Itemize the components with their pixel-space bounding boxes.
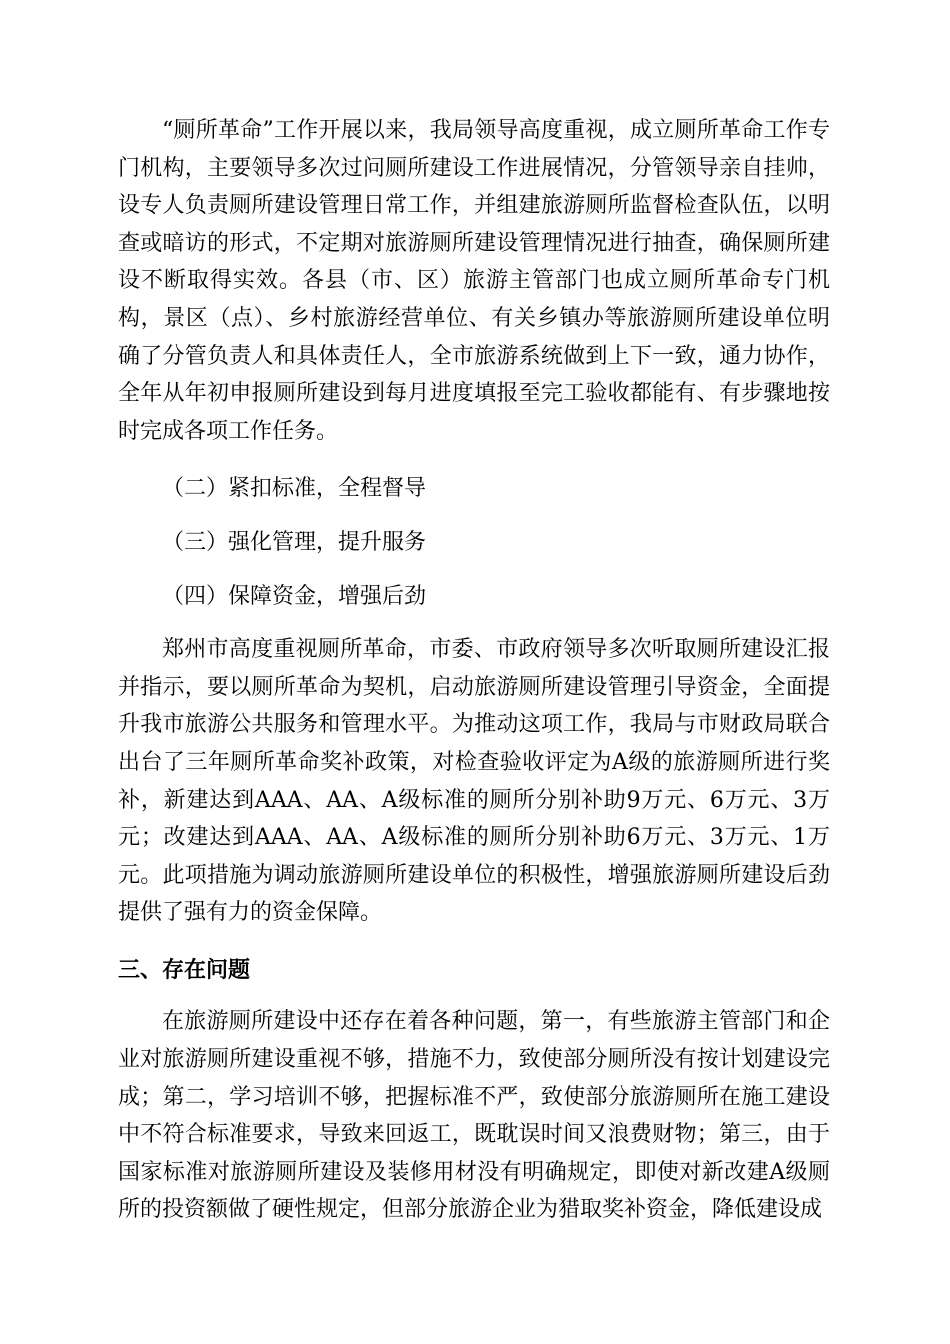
paragraph-existing-problems: 在旅游厕所建设中还存在着各种问题，第一，有些旅游主管部门和企业对旅游厕所建设重视不够，措施不力，致使部分厕所没有按计划建设完成；第二，学习培训不够，把握标准不严，致使部分旅游厕所在施工建设中不符合标准要求，导致来回返工，既耽误时间又浪费财物；第三，由于国家标准对旅游厕所建设及装修用材没有明确规定，即使对新改建A级厕所的投资额做了硬性规定，但部分旅游企业为猎取奖补资金，降低建设成 <box>118 1009 830 1223</box>
paragraph-toilet-revolution-organization: “厕所革命”工作开展以来，我局领导高度重视，成立厕所革命工作专门机构，主要领导多次过问厕所建设工作进展情况，分管领导亲自挂帅，设专人负责厕所建设管理日常工作，并组建旅游厕所监督检查队伍，以明查或暗访的形式，不定期对旅游厕所建设管理情况进行抽查，确保厕所建设不断取得实效。各县（市、区）旅游主管部门也成立厕所革命专门机构，景区（点）、乡村旅游经营单位、有关乡镇办等旅游厕所建设单位明确了分管负责人和具体责任人，全市旅游系统做到上下一致，通力协作，全年从年初申报厕所建设到每月进度填报至完工验收都能有、有步骤地按时完成各项工作任务。 <box>118 118 830 444</box>
subheading-standards-supervision: （二）紧扣标准，全程督导 <box>162 476 427 502</box>
subheading-funding-support: （四）保障资金，增强后劲 <box>162 583 427 609</box>
section-heading-existing-problems: 三、存在问题 <box>118 957 251 983</box>
subheading-management-service: （三）强化管理，提升服务 <box>162 529 427 555</box>
document-page <box>118 112 830 1229</box>
paragraph-zhengzhou-subsidy-policy: 郑州市高度重视厕所革命，市委、市政府领导多次听取厕所建设汇报并指示，要以厕所革命为契机，启动旅游厕所建设管理引导资金，全面提升我市旅游公共服务和管理水平。为推动这项工作，我局与市财政局联合出台了三年厕所革命奖补政策，对检查验收评定为A级的旅游厕所进行奖补，新建达到AAA、AA、A级标准的厕所分别补助9万元、6万元、3万元；改建达到AAA、AA、A级标准的厕所分别补助6万元、3万元、1万元。此项措施为调动旅游厕所建设单位的积极性，增强旅游厕所建设后劲提供了强有力的资金保障。 <box>118 637 830 926</box>
